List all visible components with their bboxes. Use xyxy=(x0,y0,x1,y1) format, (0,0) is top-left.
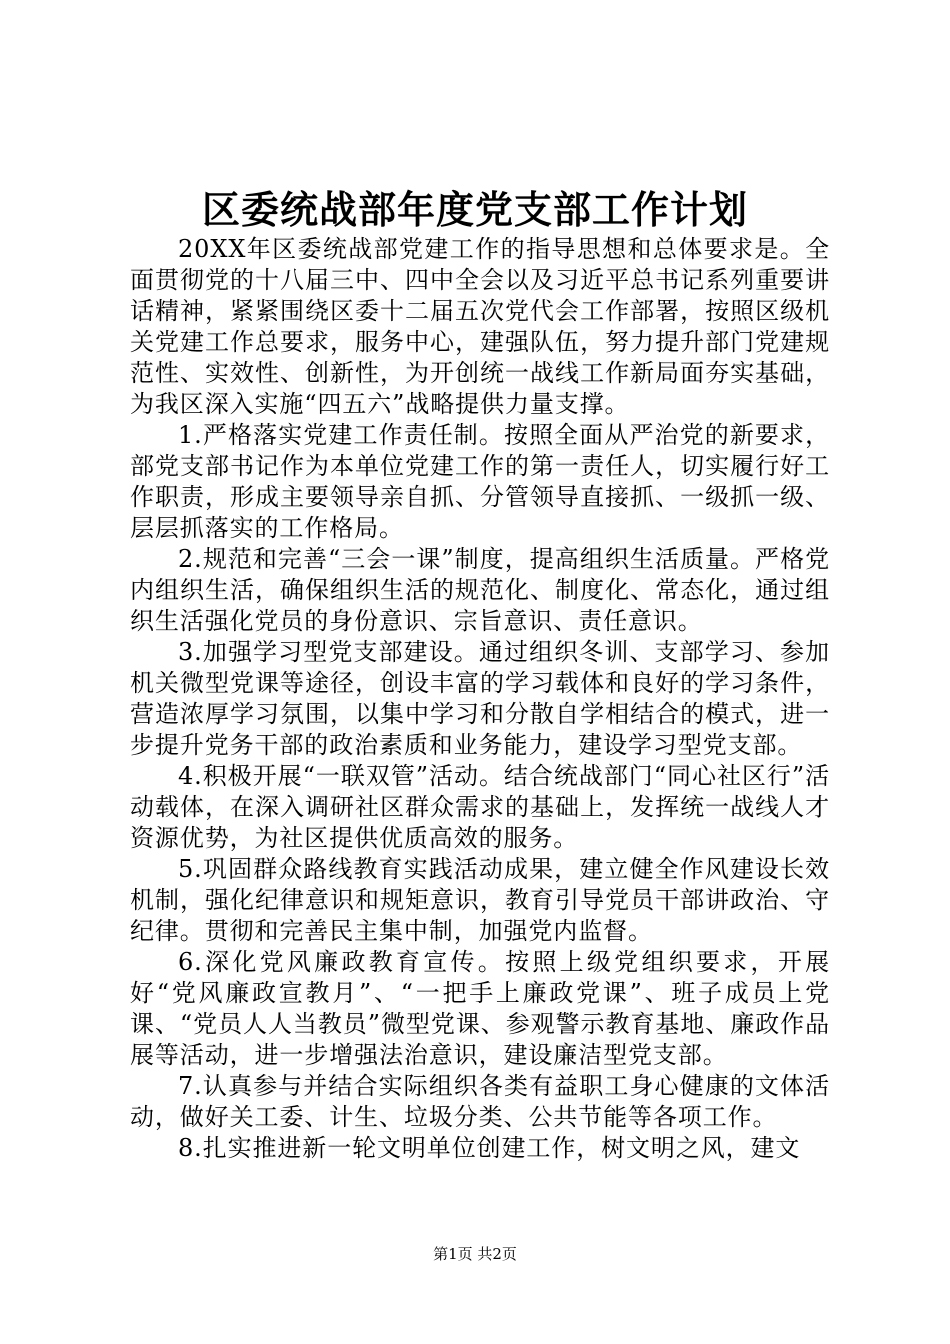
paragraph-item-7: 7.认真参与并结合实际组织各类有益职工身心健康的文体活动，做好关工委、计生、垃圾分类、公共节能等各项工作。 xyxy=(130,1072,830,1131)
paragraph-item-3: 3.加强学习型党支部建设。通过组织冬训、支部学习、参加机关微型党课等途径，创设丰富的学习载体和良好的学习条件，营造浓厚学习氛围，以集中学习和分散自学相结合的模式，进一步提升党务干部的政治素质和业务能力，建设学习型党支部。 xyxy=(130,638,830,759)
paragraph-intro: 20XX年区委统战部党建工作的指导思想和总体要求是。全面贯彻党的十八届三中、四中全会以及习近平总书记系列重要讲话精神，紧紧围绕区委十二届五次党代会工作部署，按照区级机关党建工作总要求，服务中心，建强队伍，努力提升部门党建规范性、实效性、创新性，为开创统一战线工作新局面夯实基础，为我区深入实施“四五六”战略提供力量支撑。 xyxy=(130,235,830,418)
paragraph-item-8: 8.扎实推进新一轮文明单位创建工作，树文明之风，建文 xyxy=(178,1134,801,1162)
paragraph-item-4: 4.积极开展“一联双管”活动。结合统战部门“同心社区行”活动载体，在深入调研社区群众需求的基础上，发挥统一战线人才资源优势，为社区提供优质高效的服务。 xyxy=(130,762,830,852)
document-title: 区委统战部年度党支部工作计划 xyxy=(201,187,748,232)
page-number-footer: 第1页 共2页 xyxy=(433,1245,517,1263)
paragraph-item-5: 5.巩固群众路线教育实践活动成果，建立健全作风建设长效机制，强化纪律意识和规矩意识，教育引导党员干部讲政治、守纪律。贯彻和完善民主集中制，加强党内监督。 xyxy=(130,855,830,945)
paragraph-item-6: 6.深化党风廉政教育宣传。按照上级党组织要求，开展好“党风廉政宣教月”、“一把手上廉政党课”、班子成员上党课、“党员人人当教员”微型党课、参观警示教育基地、廉政作品展等活动，进一步增强法治意识，建设廉洁型党支部。 xyxy=(130,948,830,1069)
document-body xyxy=(130,234,830,1164)
paragraph-item-2: 2.规范和完善“三会一课”制度，提高组织生活质量。严格党内组织生活，确保组织生活的规范化、制度化、常态化，通过组织生活强化党员的身份意识、宗旨意识、责任意识。 xyxy=(130,545,830,635)
paragraph-item-1: 1.严格落实党建工作责任制。按照全面从严治党的新要求，部党支部书记作为本单位党建工作的第一责任人，切实履行好工作职责，形成主要领导亲自抓、分管领导直接抓、一级抓一级、层层抓落实的工作格局。 xyxy=(130,421,830,542)
